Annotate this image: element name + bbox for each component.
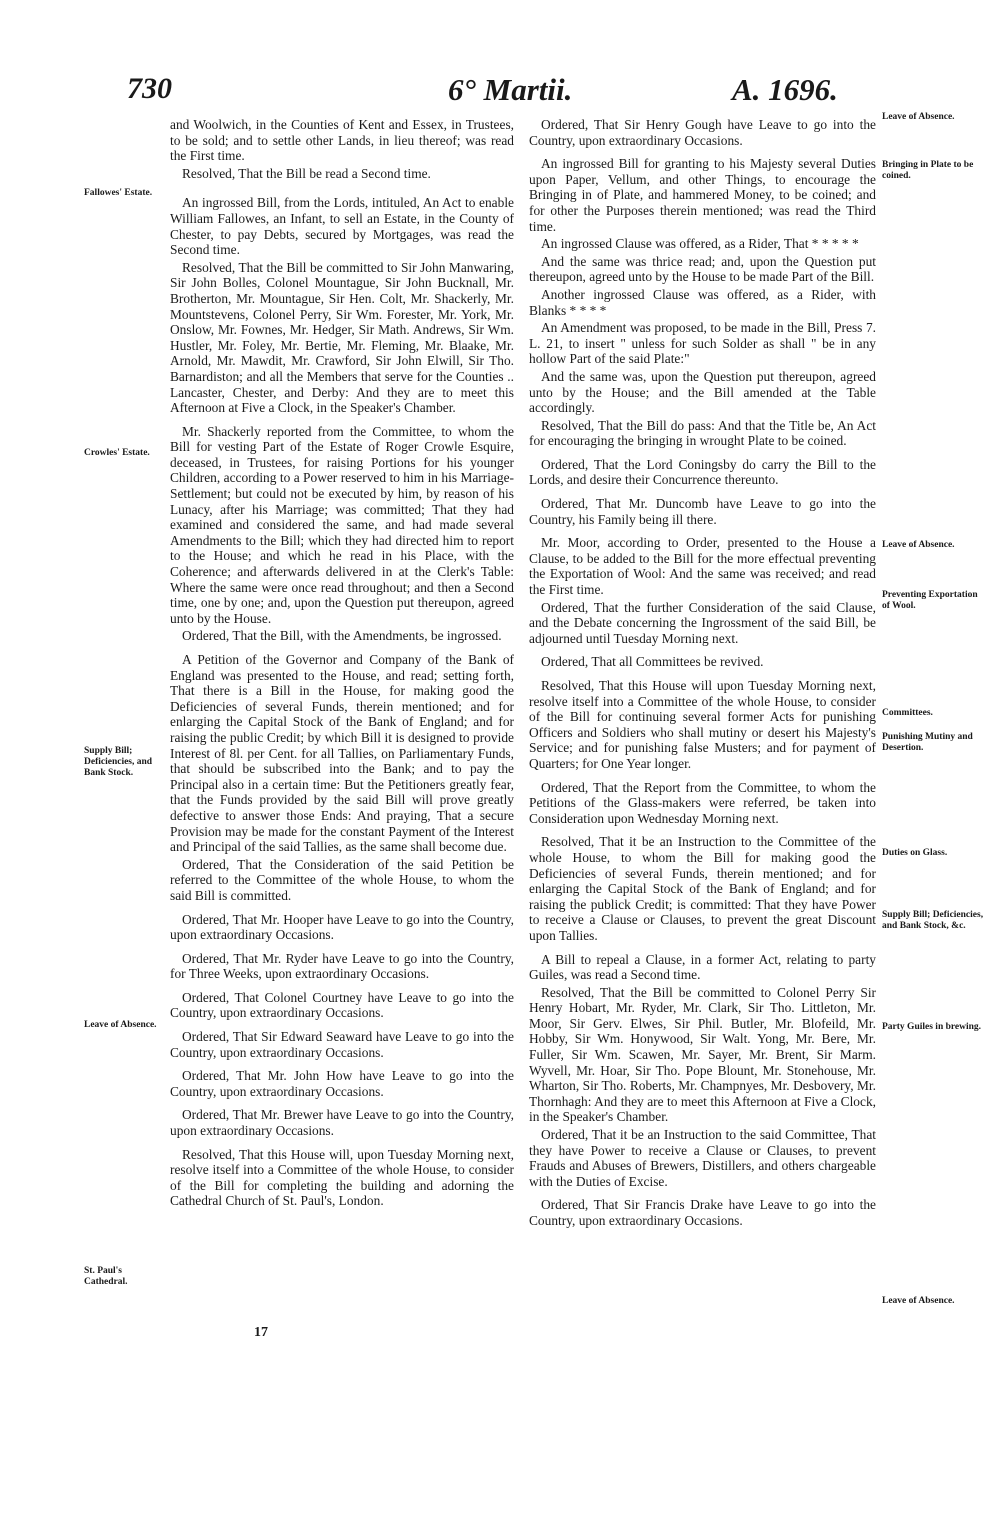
margin-note-right: Committees. [882, 708, 933, 718]
paragraph: Ordered, That the Bill, with the Amendments, be ingrossed. [182, 628, 502, 644]
paragraph: Ordered, That it be an Instruction to the said Committee, That they have Power to receive a Clause or Clauses, to prevent Frauds and Abuses of Brewers, Distillers, and others chargeable with the Duties of Excise. [529, 1127, 876, 1189]
margin-note-right: Party Guiles in brewing. [882, 1022, 982, 1032]
paragraph: Ordered, That the Consideration of the said Petition be referred to the Committee of the whole House, to whom the said Bill is committed. [170, 856, 514, 903]
paragraph: A Bill to repeal a Clause, in a former Act, relating to party Guiles, was read a Second time. [529, 951, 876, 983]
paragraph: A Petition of the Governor and Company of the Bank of England was presented to the House, and read; setting forth, That there is a Bill in the House, for making good the Deficiencies of several Funds, therein mentioned; and for enlarging the Capital Stock of the Bank of England; and for raising the public Credit; by which Bill it is designed to provide Interest of 8l. per Cent. for all Tallies, on Parliamentary Funds, that should be subscribed into the Bank; and to pay the Principal also in a certain time: But the Petitioners greatly fear, that the Funds provided by the said Bill will prove greatly defective to answer those Ends: And praying, That a secure Provision may be made for the constant Payment of the Interest and Principal of the said Tallies, as the same shall become due. [170, 652, 514, 855]
margin-note-right: Bringing in Plate to be coined. [882, 160, 974, 181]
margin-note-right: Leave of Absence. [882, 1296, 955, 1306]
paragraph: Ordered, That the Lord Coningsby do carry the Bill to the Lords, and desire their Concurrence thereunto. [529, 456, 876, 488]
paragraph: An ingrossed Bill, from the Lords, intituled, An Act to enable William Fallowes, an Infant, to sell an Estate, in the County of Chester, to pay Debts, secured by Mortgages, was read the Second time. [170, 195, 514, 258]
paragraph: Ordered, That Mr. Hooper have Leave to go into the Country, upon extraordinary Occasions. [170, 911, 514, 943]
paragraph: Ordered, That Mr. John How have Leave to go into the Country, upon extraordinary Occasions. [170, 1068, 514, 1099]
paragraph: Mr. Shackerly reported from the Committee, to whom the Bill for vesting Part of the Estate of Roger Crowle Esquire, deceased, in Trustees, for raising Portions for his younger Children, according to a Power reserved to him in his Marriage-Settlement; but could not be executed by him, by reason of his Lunacy, after his Marriage; was committed; That they had examined and considered the same, and had made several Amendments to the Bill; which they had directed him to report to the House; and which he read in his Place, with the Coherence; and afterwards delivered in at the Clerk's Table: Where the same were once read throughout; and then a Second time, one by one; and, upon the Question put thereupon, agreed unto by the House. [170, 423, 514, 626]
paragraph: and Woolwich, in the Counties of Kent and Essex, in Trustees, to be sold; and to settle other Lands, in lieu thereof; was read the First time. [170, 117, 514, 164]
margin-note-right: Duties on Glass. [882, 848, 948, 858]
paragraph: Resolved, That this House will, upon Tuesday Morning next, resolve itself into a Committee of the whole House, to consider of the Bill for completing the building and adorning the Cathedral Church of St. Paul's, London. [170, 1146, 514, 1209]
page-number: 730 [127, 72, 172, 105]
paragraph: Mr. Moor, according to Order, presented to the House a Clause, to be added to the Bill for the more effectual preventing the Exportation of Wool: And the same was received; and read the First time. [529, 535, 876, 598]
paragraph: Resolved, That the Bill be committed to Colonel Perry Sir Henry Hobart, Mr. Ryder, Mr. Clark, Sir Tho. Littleton, Mr. Moor, Sir Gerv. Elwes, Sir Phil. Butler, Mr. Blofeild, Mr. Hobby, Sir Wm. Honywood, Sir Walt. Yong, Mr. Bere, Mr. Fuller, Sir Wm. Scawen, Mr. Sayer, Mr. Brent, Sir Marm. Wyvell, Mr. Hoar, Sir Tho. Pope Blount, Mr. Stonehouse, Mr. Wharton, Sir Tho. Roberts, Mr. Champnyes, Mr. Desbovery, Mr. Thornhagh: And they are to meet this Afternoon at Five a Clock, in the Speaker's Chamber. [529, 984, 876, 1125]
paragraph: Ordered, That Mr. Duncomb have Leave to go into the Country, his Family being ill there. [529, 496, 876, 527]
margin-note-right: Punishing Mutiny and Desertion. [882, 732, 973, 753]
paragraph: Resolved, That the Bill be committed to Sir John Manwaring, Sir John Bolles, Colonel Mountague, Sir John Bucknall, Mr. Brotherton, Mr. Mountague, Sir Hen. Colt, Mr. Shackerly, Mr. Mountstevens, Colonel Perry, Sir Wm. Forester, Mr. York, Mr. Onslow, Mr. Fownes, Mr. Hedger, Sir Math. Andrews, Sir Wm. Hustler, Mr. Foley, Mr. Bertie, Mr. Fleming, Mr. Blaake, Mr. Arnold, Mr. Mawdit, Mr. Crawford, Sir John Elwill, Sir Tho. Barnardiston; and all the Members that serve for the Counties .. Lancaster, Chester, and Derby: And they are to meet this Afternoon at Five a Clock, in the Speaker's Chamber. [170, 259, 514, 416]
margin-note-left: Supply Bill; Deficiencies, and Bank Stock. [84, 746, 153, 778]
page-year: A. 1696. [732, 72, 838, 107]
paragraph: Resolved, That the Bill do pass: And that the Title be, An Act for encouraging the bringing in wrought Plate to be coined. [529, 417, 876, 449]
paragraph: And the same was thrice read; and, upon the Question put thereupon, agreed unto by the House to be made Part of the Bill. [529, 253, 876, 285]
right-column [529, 117, 876, 1237]
paragraph: Ordered, That the further Consideration of the said Clause, and the Debate concerning the Ingrossment of the said Bill, be adjourned until Tuesday Morning next. [529, 599, 876, 646]
paragraph: An ingrossed Bill for granting to his Majesty several Duties upon Paper, Vellum, and other Things, to encourage the Bringing in of Plate, and hammered Money, to be coined; and for other the Purposes therein mentioned; was read the Third time. [529, 156, 876, 234]
paragraph: An ingrossed Clause was offered, as a Rider, That * * * * * [541, 236, 859, 252]
margin-note-right: Leave of Absence. [882, 112, 955, 122]
margin-note-right: Supply Bill; Deficiencies, and Bank Stock, &c. [882, 910, 984, 931]
margin-note-right: Preventing Exportation of Wool. [882, 590, 978, 611]
margin-note-left: Fallowes' Estate. [84, 188, 153, 198]
paragraph: Ordered, That Sir Henry Gough have Leave to go into the Country, upon extraordinary Occasions. [529, 117, 876, 148]
margin-note-right: Leave of Absence. [882, 540, 955, 550]
paragraph: Another ingrossed Clause was offered, as a Rider, with Blanks * * * * [529, 286, 876, 318]
paragraph: Resolved, That this House will upon Tuesday Morning next, resolve itself into a Committee of the whole House, to consider of the Bill for continuing several former Acts for punishing Officers and Soldiers who shall mutiny or desert his Majesty's Service; and for punishing false Musters; and for payment of Quarters; for One Year longer. [529, 678, 876, 771]
margin-note-left: St. Paul's Cathedral. [84, 1266, 128, 1287]
paragraph: And the same was, upon the Question put thereupon, agreed unto by the House; and the Bill amended at the Table accordingly. [529, 368, 876, 416]
paragraph: Ordered, That Colonel Courtney have Leave to go into the Country, upon extraordinary Occasions. [170, 989, 514, 1021]
paragraph: Ordered, That the Report from the Committee, to whom the Petitions of the Glass-makers were referred, be taken into Consideration upon Wednesday Morning next. [529, 779, 876, 826]
paragraph: Ordered, That Sir Francis Drake have Leave to go into the Country, upon extraordinary Occasions. [529, 1197, 876, 1228]
margin-note-left: Leave of Absence. [84, 1020, 157, 1030]
paragraph: An Amendment was proposed, to be made in the Bill, Press 7. L. 21, to insert " unless for such Solder as shall " be in any hollow Part of the said Plate:" [529, 320, 876, 367]
paragraph: Ordered, That Mr. Brewer have Leave to go into the Country, upon extraordinary Occasions. [170, 1107, 514, 1139]
margin-note-left: Crowles' Estate. [84, 448, 150, 458]
paragraph: Ordered, That Mr. Ryder have Leave to go into the Country, for Three Weeks, upon extraordinary Occasions. [170, 950, 514, 982]
page-date: 6° Martii. [448, 72, 573, 107]
paragraph: Resolved, That it be an Instruction to the Committee of the whole House, to whom the Bill for making good the Deficiencies of several Funds, therein mentioned; and for enlarging the Capital Stock of the Bank of England; and for raising the publick Credit; is committed: That they have Power to receive a Clause or Clauses, to prevent the great Discount upon Tallies. [529, 834, 876, 943]
paragraph: Ordered, That Sir Edward Seaward have Leave to go into the Country, upon extraordinary Occasions. [170, 1029, 514, 1060]
signature-mark: 17 [254, 1325, 268, 1340]
left-column [170, 117, 514, 1217]
paragraph: Ordered, That all Committees be revived. [541, 654, 764, 670]
paragraph: Resolved, That the Bill be read a Second time. [182, 165, 431, 181]
